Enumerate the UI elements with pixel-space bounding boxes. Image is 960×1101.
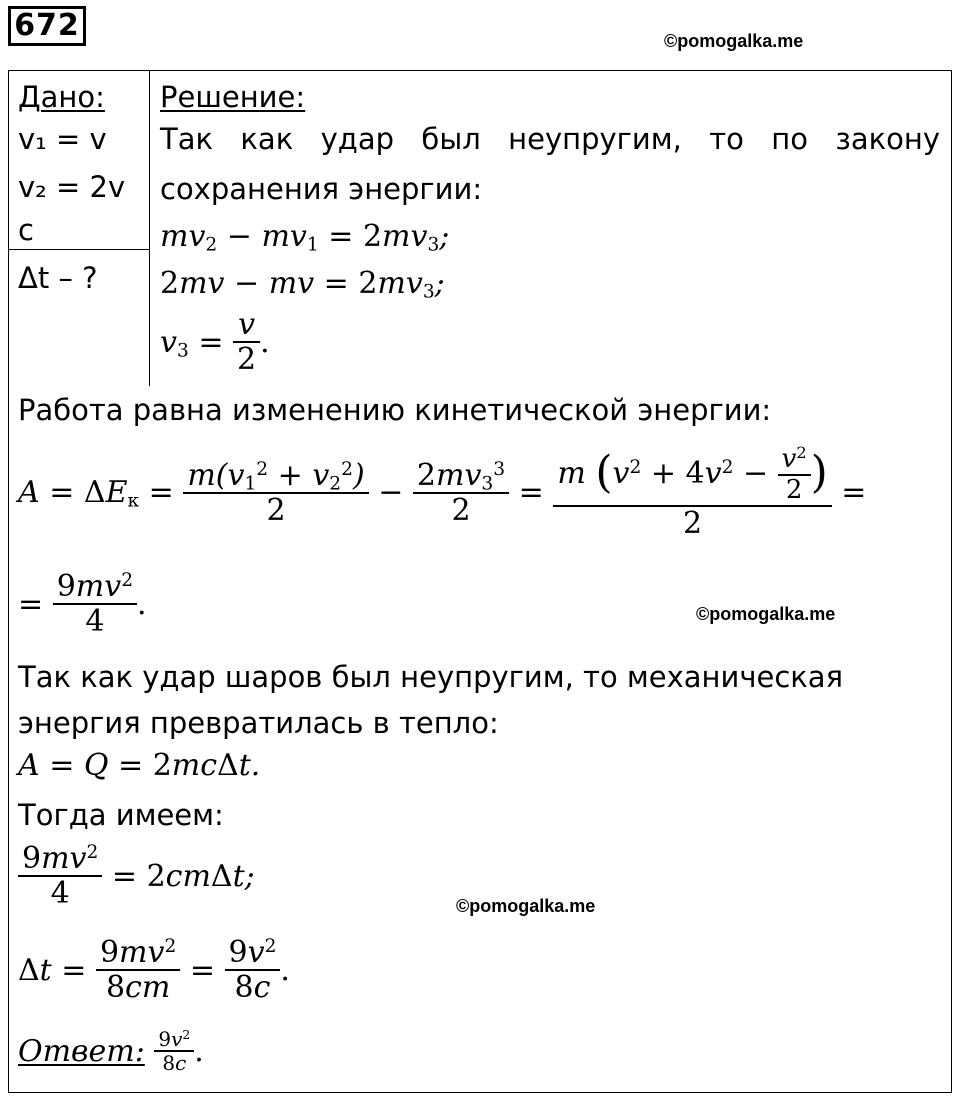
equation-momentum: $mv_2 - mv_1 = 2mv_3$; — [160, 219, 450, 256]
text-work: Работа равна изменению кинетической энергии: — [18, 393, 772, 427]
watermark-middle: ©pomogalka.me — [696, 604, 836, 624]
solution-intro-line2: сохранения энергии: — [160, 172, 483, 206]
problem-number: 672 — [8, 6, 86, 46]
answer: Ответ: $\frac{9v^2}{8c}$ . — [18, 1027, 204, 1075]
given-find: Δt – ? — [18, 261, 98, 295]
equation-balance: $\frac{9mv^2}{4}$ = 2cmΔt; — [18, 842, 255, 912]
watermark-top: ©pomogalka.me — [664, 31, 804, 51]
solution-intro-line1: Так как удар был неупругим, то по закону — [160, 122, 940, 156]
given-divider-vertical — [149, 70, 150, 386]
text-heat-line1: Так как удар шаров был неупругим, то механическая — [18, 660, 844, 694]
answer-label: Ответ: — [18, 1033, 145, 1069]
text-then: Тогда имеем: — [18, 798, 224, 832]
equation-delta-t: Δt = $\frac{9mv^2}{8cm}$ = $\frac{9v^2}{8c}$ . — [18, 935, 290, 1005]
equation-heat: A = Q = 2mcΔt. — [18, 748, 261, 783]
watermark-bottom: ©pomogalka.me — [456, 896, 596, 916]
equation-energy-result: = $\frac{9mv^2}{4}$ . — [18, 569, 147, 639]
given-v2: v₂ = 2v — [18, 170, 126, 204]
equation-energy: $A = \Delta E_к$ = $\frac{m(v_1^2 + v_2^2)}{2}$ − $\frac{2mv_3^3}{2}$ = m ($v^2 + 4v^2$ − $\frac{v^2}{2}$ ) 2 = — [18, 443, 867, 542]
solution-title: Решение: — [160, 80, 306, 114]
given-divider-horizontal — [8, 249, 150, 250]
equation-momentum-sub: 2mv − mv = $2mv_3$; — [160, 266, 445, 303]
equation-v3: $v_3$ = $\frac{v}{2}$ . — [160, 307, 270, 377]
given-title: Дано: — [18, 80, 105, 114]
given-c: c — [18, 213, 34, 247]
text-heat-line2: энергия превратилась в тепло: — [18, 706, 499, 740]
given-v1: v₁ = v — [18, 122, 107, 156]
